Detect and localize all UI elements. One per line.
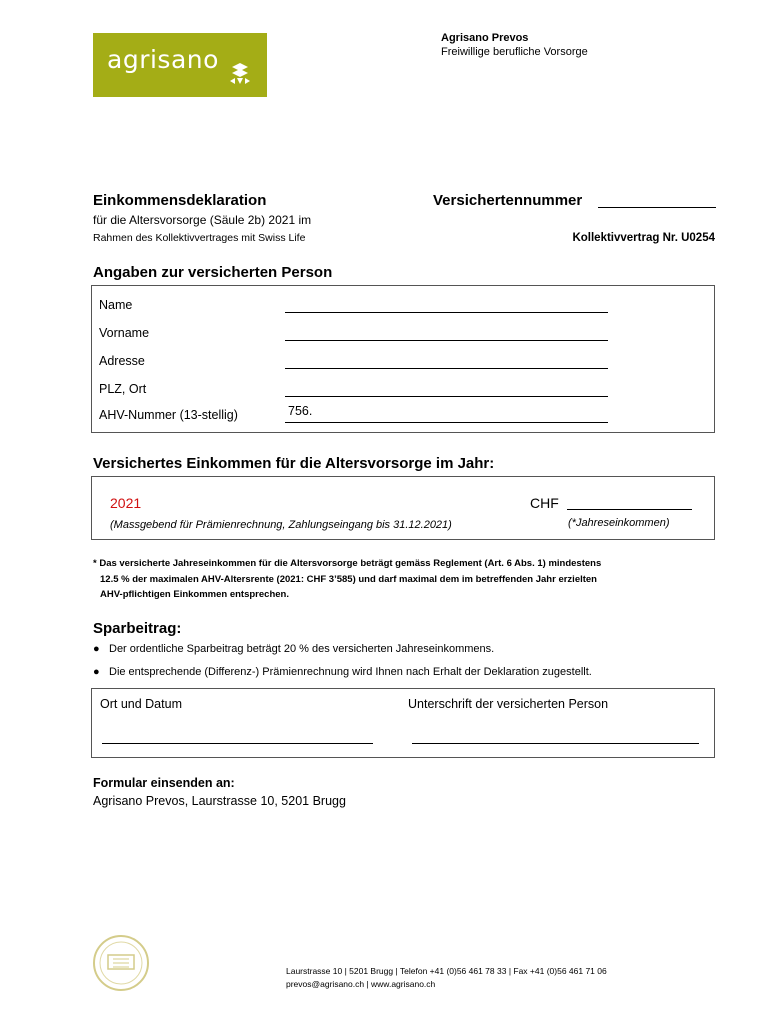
field-label-adresse: Adresse — [99, 354, 145, 368]
send-to-address: Agrisano Prevos, Laurstrasse 10, 5201 Brugg — [93, 794, 346, 808]
income-year: 2021 — [110, 495, 142, 511]
adresse-field[interactable] — [285, 368, 608, 369]
bullet-icon: ● — [93, 643, 100, 655]
income-section-title: Versichertes Einkommen für die Altersvorsorge im Jahr: — [93, 455, 495, 472]
signature-box — [91, 688, 715, 758]
footnote-line-2: 12.5 % der maximalen AHV-Altersrente (2021: CHF 3’585) und darf maximal dem im betreffenden Jahr erzielten — [100, 573, 597, 585]
footer-line-2: prevos@agrisano.ch | www.agrisano.ch — [286, 979, 436, 989]
field-label-ahv: AHV-Nummer (13-stellig) — [99, 408, 238, 422]
form-title: Einkommensdeklaration — [93, 192, 267, 209]
name-field[interactable] — [285, 312, 608, 313]
place-date-field[interactable] — [102, 743, 373, 744]
place-date-label: Ort und Datum — [100, 697, 182, 711]
footer-address — [286, 965, 607, 991]
signature-label: Unterschrift der versicherten Person — [408, 697, 609, 711]
logo-text: agrisano — [107, 45, 219, 74]
agrisano-logo — [93, 33, 267, 97]
send-to-heading: Formular einsenden an: — [93, 776, 235, 790]
field-label-plz-ort: PLZ, Ort — [99, 382, 147, 396]
footnote-line-3: AHV-pflichtigen Einkommen entsprechen. — [100, 589, 289, 600]
bullet-text-2: Die entsprechende (Differenz-) Prämienrechnung wird Ihnen nach Erhalt der Deklaration zugestellt. — [109, 666, 592, 678]
field-label-name: Name — [99, 298, 133, 312]
footer-line-1: Laurstrasse 10 | 5201 Brugg | Telefon +41 (0)56 461 78 33 | Fax +41 (0)56 461 71 06 — [286, 966, 607, 976]
income-note: (Massgebend für Prämienrechnung, Zahlungseingang bis 31.12.2021) — [110, 519, 452, 531]
person-section-title: Angaben zur versicherten Person — [93, 264, 333, 281]
versichertennummer-label: Versichertennummer — [433, 192, 583, 209]
versichertennummer-field[interactable] — [598, 207, 716, 208]
footnote — [93, 556, 713, 603]
footnote-line-1: * Das versicherte Jahreseinkommen für die Altersvorsorge beträgt gemäss Reglement (Art. 6 Abs. 1) mindestens — [93, 558, 602, 569]
income-amount-field[interactable] — [567, 509, 692, 510]
ahv-prefill: 756. — [288, 404, 313, 418]
signature-field[interactable] — [412, 743, 699, 744]
plz-ort-field[interactable] — [285, 396, 608, 397]
bullet-icon: ● — [93, 666, 100, 678]
field-label-vorname: Vorname — [99, 326, 150, 340]
sparbeitrag-title: Sparbeitrag: — [93, 620, 182, 637]
org-name: Agrisano Prevos — [441, 32, 529, 44]
logo-mark-icon — [229, 63, 251, 85]
ahv-field[interactable] — [285, 422, 608, 423]
vorname-field[interactable] — [285, 340, 608, 341]
bullet-text-1: Der ordentliche Sparbeitrag beträgt 20 % des versicherten Jahreseinkommens. — [109, 643, 495, 655]
income-section-box — [91, 476, 715, 540]
certification-seal-icon — [91, 933, 151, 993]
kollektivvertrag-number: Kollektivvertrag Nr. U0254 — [572, 232, 715, 244]
person-section-box — [91, 285, 715, 433]
form-subtitle-2: Rahmen des Kollektivvertrages mit Swiss Life — [93, 232, 306, 244]
chf-label: CHF — [530, 495, 559, 511]
org-subtitle: Freiwillige berufliche Vorsorge — [441, 46, 588, 58]
jahreseinkommen-note: (*Jahreseinkommen) — [568, 517, 670, 529]
form-subtitle-1: für die Altersvorsorge (Säule 2b) 2021 im — [93, 213, 312, 227]
